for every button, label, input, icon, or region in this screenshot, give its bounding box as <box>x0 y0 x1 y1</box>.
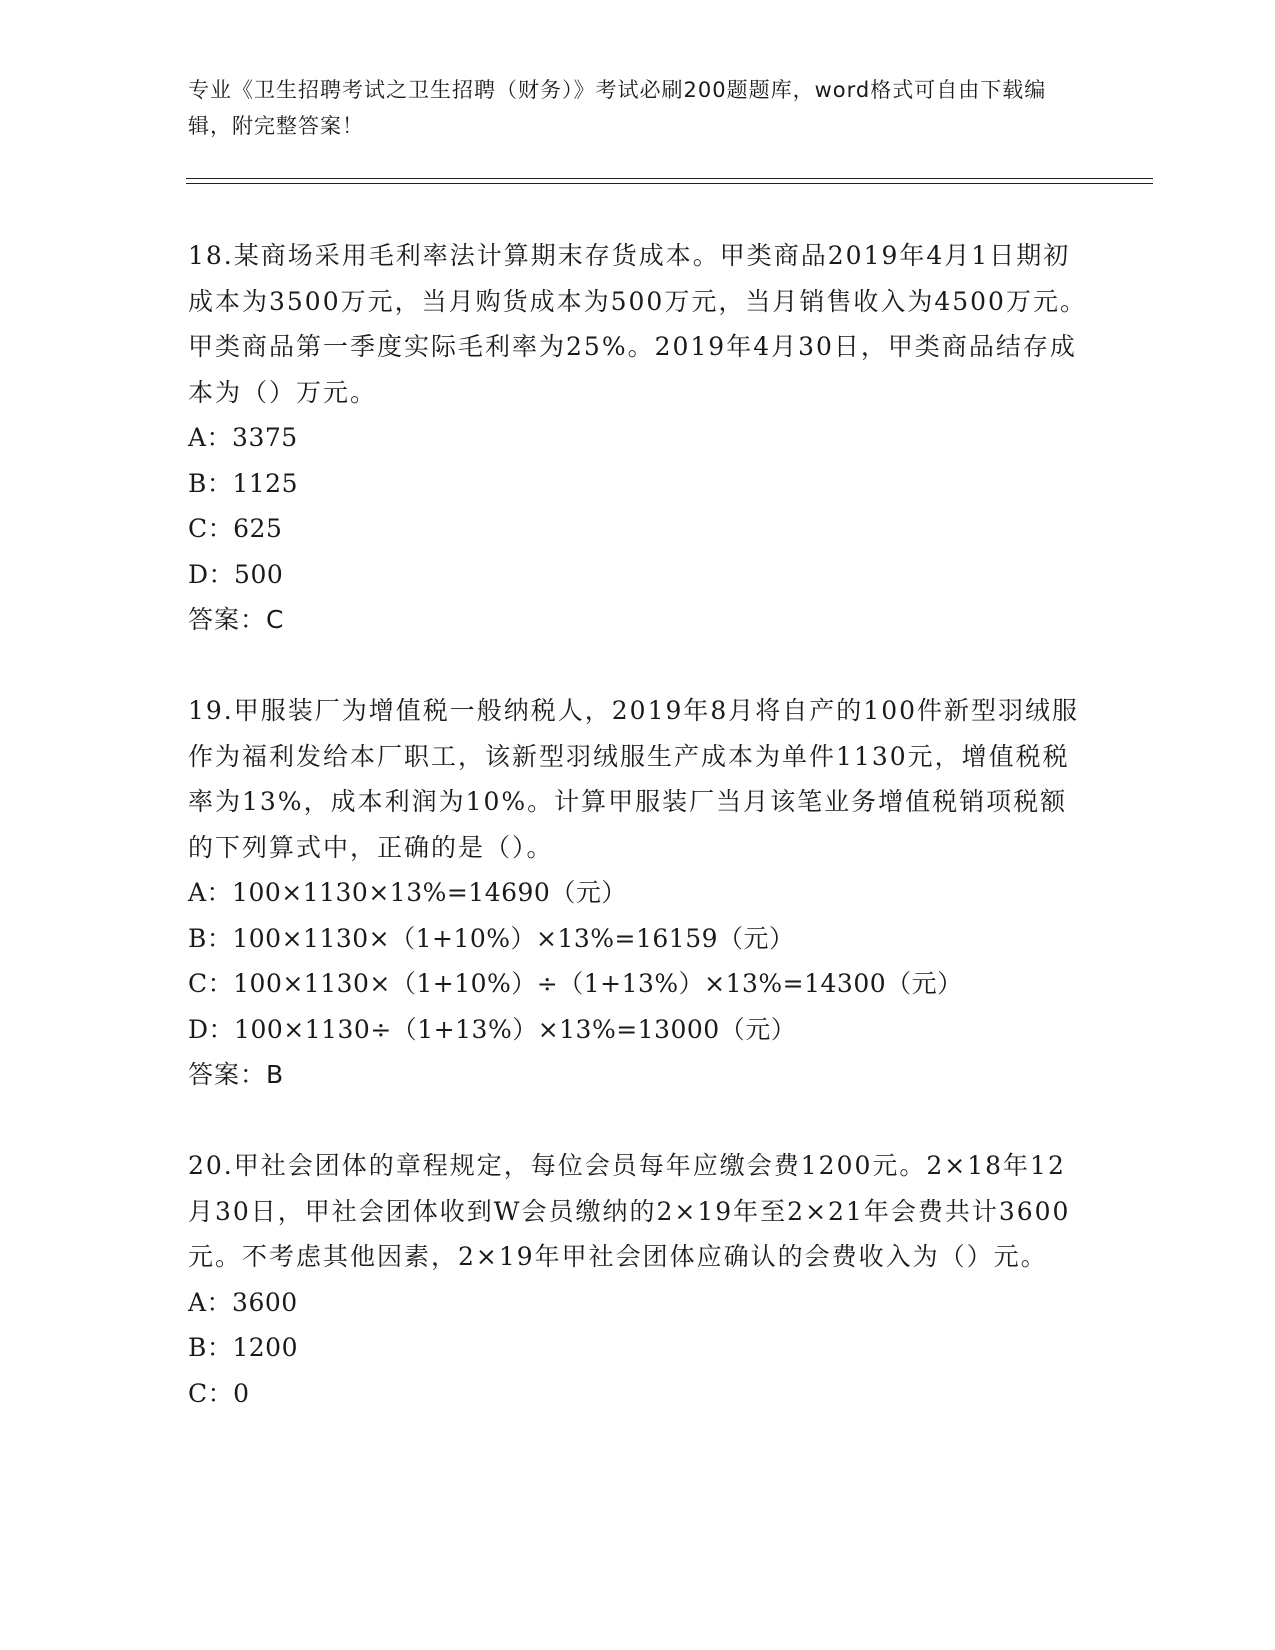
option-a: A：3600 <box>188 1287 298 1317</box>
option-c: C：625 <box>188 514 283 543</box>
option-b: B：100×1130×（1+10%）×13%=16159（元） <box>188 923 795 953</box>
option-c: C：0 <box>188 1378 250 1408</box>
option-a: A：100×1130×13%=14690（元） <box>188 878 627 907</box>
option-c: C：100×1130×（1+10%）÷（1+13%）×13%=14300（元） <box>188 969 963 998</box>
question-text: 19.甲服装厂为增值税一般纳税人，2019年8月将自产的100件新型羽绒服作为福利发给本厂职工，该新型羽绒服生产成本为单件1130元，增值税税率为13%，成本利润为10%。计算甲服装厂当月该笔业务增值税销项税额的下列算式中，正确的是（）。 <box>188 696 1080 862</box>
document-header: 专业《卫生招聘考试之卫生招聘（财务）》考试必刷200题题库，word格式可自由下载编辑，附完整答案！ <box>188 78 1047 138</box>
option-d: D：500 <box>188 559 284 589</box>
option-b: B：1200 <box>188 1333 298 1362</box>
option-b: B：1125 <box>188 468 298 498</box>
header-divider-top <box>186 178 1153 179</box>
answer: 答案：B <box>188 1060 285 1089</box>
answer: 答案：C <box>188 605 285 634</box>
question-20 <box>188 1143 1088 1416</box>
option-a: A：3375 <box>188 423 298 452</box>
option-d: D：100×1130÷（1+13%）×13%=13000（元） <box>188 1014 797 1044</box>
question-18 <box>188 233 1088 643</box>
header-divider-bottom <box>186 183 1153 184</box>
question-text: 20.甲社会团体的章程规定，每位会员每年应缴会费1200元。2×18年12月30日，甲社会团体收到W会员缴纳的2×19年至2×21年会费共计3600元。不考虑其他因素，2×19年甲社会团体应确认的会费收入为（）元。 <box>188 1151 1071 1271</box>
question-19 <box>188 688 1088 1098</box>
question-text: 18.某商场采用毛利率法计算期末存货成本。甲类商品2019年4月1日期初成本为3500万元，当月购货成本为500万元，当月销售收入为4500万元。甲类商品第一季度实际毛利率为25%。2019年4月30日，甲类商品结存成本为（）万元。 <box>188 241 1087 407</box>
